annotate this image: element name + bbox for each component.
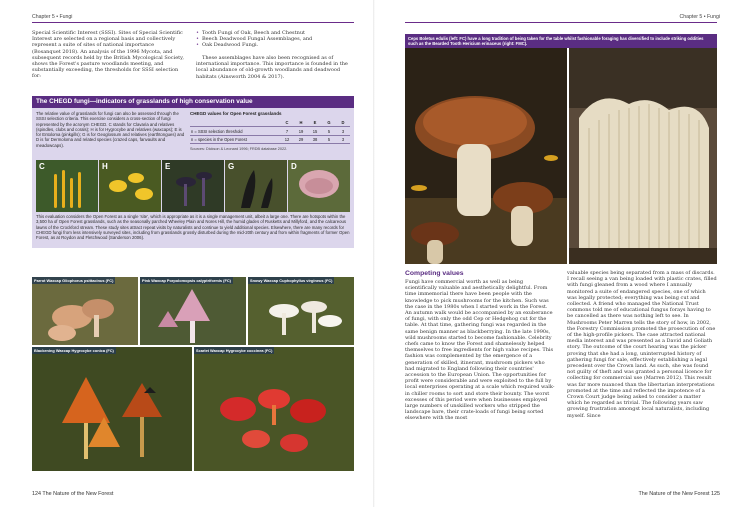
chegd-letter-e: E [165, 162, 171, 171]
intro-text-left: Special Scientific Interest (SSSI). Sites of Special Scientific Interest are selected on a regional basis and collectively represent a suite of sites of national importance (Bosanquet 2018). An analysis of the 1996 Mycota, and subsequent records held by the British Mycological Society, shows the Forest's pasture woodlands meeting, and substantially exceeding, the thresholds for SSSI selection for: [32, 30, 184, 80]
bullet-item: • Oak Deadwood Fungi. [196, 42, 354, 48]
table-cell: n = SSSI selection threshold [190, 127, 280, 135]
chegd-photo-strip [36, 160, 350, 212]
snowy-waxcap-caption: Snowy Waxcap Cuphophyllus virgineus (FC) [250, 278, 333, 284]
chegd-letter-c: C [39, 162, 45, 171]
running-head-right: Chapter 5 • Fungi [679, 14, 720, 20]
cep-photo [405, 48, 567, 264]
folio-left: 124 The Nature of the New Forest [32, 491, 114, 497]
intro-text-right: These assemblages have also been recognised as of international importance. This importance is founded in the local abundance of old-growth woodlands and deadwood habitats (Ainsworth 2004 & 2017). [196, 55, 348, 80]
boletus-photo-caption: Ceps Boletus edulis (left: FC) have a long tradition of being taken for the table whilst fashionable foraging has diversified to include striking oddities such as the Bearded Tooth Hericium erinaceus (right: FMC). [405, 34, 717, 48]
parrot-waxcap-photo [32, 277, 138, 345]
body-column-1: Fungi have commercial worth as well as being scientifically valuable and aesthetically delightful. From time immemorial there have been people with the knowledge to pick mushrooms for the kitchen. Such was the case in the 1980s when I started work in the Forest. An autumn walk would be accompanied by an exuberance of fungi, with only the odd Cep or Hedgehog cut for the table. At that time, gathering fungi was regarded in the same benign manner as blackberrying. In the late 1990s, wild mushrooms started to become fashionable. Celebrity chefs came to know the Forest and shamelessly helped themselves to free ingredients for high value recipes. This fashion was complemented by the emergence of a generation of skilled, itinerant, mushroom pickers who had migrated to England following their countries' accession to the European Union. The opportunities for profit were considerable and were exploited to the full by local enterprises operating at a scale which required walk-in chiller rooms to sort and store their bounty. The worst excesses of this period were when businesses employed large numbers of unskilled workers who stripped the landscape bare, their crate-loads of fungi being sorted elsewhere with the most [405, 279, 555, 422]
table-header-row [190, 119, 350, 127]
table-cell: n = species in the Open Forest [190, 135, 280, 143]
table-header-cell: C [280, 119, 294, 127]
feature-box-footer: This evaluation considers the Open Forest as a single 'site', which is appropriate as it is a single management unit, albeit a large one. There are hotspots within the 3,500 ha of Open Forest grasslands, such as the seasonally parched Wheeley Plain and Nores Hill, the humid glades of Rusketts and Millyford, and the calcareous lawns of the Crockford stream. These study sites attract repeat visits by naturalists and continue to yield additional species. Elsewhere, there are many records for CHEGD fungi from less intensively surveyed sites, including from grasslands grossly disturbed during the mid-20th century and from within fragments of former Open Forest, as at Roydon and Fletchwood (Sanderson 2006). [36, 214, 350, 241]
bullet-item: • Tooth Fungi of Oak, Beech and Chestnut [196, 30, 354, 36]
header-rule-left [32, 22, 354, 23]
table-cell: 3 [336, 127, 350, 135]
scarlet-waxcap-caption: Scarlet Waxcap Hygrocybe coccinea (FC) [196, 348, 273, 354]
table-header-cell: D [336, 119, 350, 127]
scarlet-waxcap-photo [194, 347, 354, 471]
section-title: Competing values [405, 270, 464, 277]
sssi-bullet-list [196, 30, 354, 49]
table-header-cell [190, 119, 280, 127]
table-cell: 7 [280, 127, 294, 135]
table-header-cell: H [294, 119, 308, 127]
body-column-2: valuable species being separated from a mass of discards. I recall seeing a van being loaded with plastic crates, filled with fungi gleaned from a wood where I annually monitored a suite of endangered species, one of which was legally protected; everything was being cut and collected. A friend who managed the National Trust commons told me of educational fungus forays having to be cancelled as there was nothing left to see. In Mushrooms Peter Marren tells the story of how, in 2002, the Forestry Commission promoted the prosecution of one of the high-profile pickers. The case attracted national media interest and was presented as a David and Goliath story. The outcome of the court hearing was the picker proving that she had a long, uninterrupted history of gathering fungi for sale, effectively establishing a legal precedent over the Crown land. As such, she was found not guilty of theft and was granted a personal licence for collecting for commercial use (Marren 2012). This result was far more nuanced than the libertarian interpretations promoted at the time and reflected the impotence of a Crown Court judge being asked to consider a matter which he regarded as trivial. The following years saw growing frustration amongst local naturalists, including myself. Since [567, 270, 717, 419]
header-rule-right [405, 22, 717, 23]
table-cell: 15 [308, 127, 322, 135]
chegd-letter-h: H [102, 162, 108, 171]
parrot-waxcap-caption: Parrot Waxcap Gliophorus psittacinus (FC) [34, 278, 114, 284]
chegd-letter-d: D [291, 162, 297, 171]
chegd-values-table [190, 111, 350, 151]
table-cell: 12 [280, 135, 294, 143]
bullet-item: • Beech Deadwood Fungal Assemblages, and [196, 36, 354, 42]
bearded-tooth-photo [569, 48, 717, 264]
blackening-waxcap-caption: Blackening Waxcap Hygrocybe conica (FC) [34, 348, 114, 354]
chegd-letter-g: G [228, 162, 235, 171]
table-header-cell: G [322, 119, 336, 127]
table-source: Sources: Dickson & Leonard 1996; FRDB database 2022. [190, 147, 288, 152]
table-title: CHEGD values for Open Forest grasslands [190, 111, 282, 116]
feature-box-title: The CHEGD fungi—indicators of grasslands of high conservation value [32, 96, 354, 108]
table-cell: 5 [322, 127, 336, 135]
pink-waxcap-photo [140, 277, 246, 345]
chegd-feature-box [32, 96, 354, 248]
feature-box-intro: The relative value of grasslands for fungi can also be assessed through the SSSI selection criteria. This exercise considers a cross-section of fungi represented by the acronym CHEGD. C stands for Clavaria and relatives (spindles, clubs and corals); H is for Hygrocybe and relatives (waxcaps); E is for Entoloma (pinkgills); G is for Geoglossum and relatives (earthtongues) and D is for Dermoloma and related species (crazed caps, fanvaults and meadowcaps). [36, 111, 185, 148]
blackening-waxcap-photo [32, 347, 192, 471]
table-cell: 29 [294, 135, 308, 143]
running-head-left: Chapter 5 • Fungi [32, 14, 73, 20]
table-cell: 3 [336, 135, 350, 143]
table-row [190, 127, 350, 135]
snowy-waxcap-photo [248, 277, 354, 345]
table-cell: 5 [322, 135, 336, 143]
table-cell: 19 [294, 127, 308, 135]
table-cell: 38 [308, 135, 322, 143]
pink-waxcap-caption: Pink Waxcap Porpolomopsis calyptriformis (FC) [142, 278, 231, 284]
table-header-cell: E [308, 119, 322, 127]
table-row [190, 135, 350, 143]
folio-right: The Nature of the New Forest 125 [638, 491, 720, 497]
chegd-strip-image [36, 160, 350, 212]
right-page [375, 0, 750, 507]
